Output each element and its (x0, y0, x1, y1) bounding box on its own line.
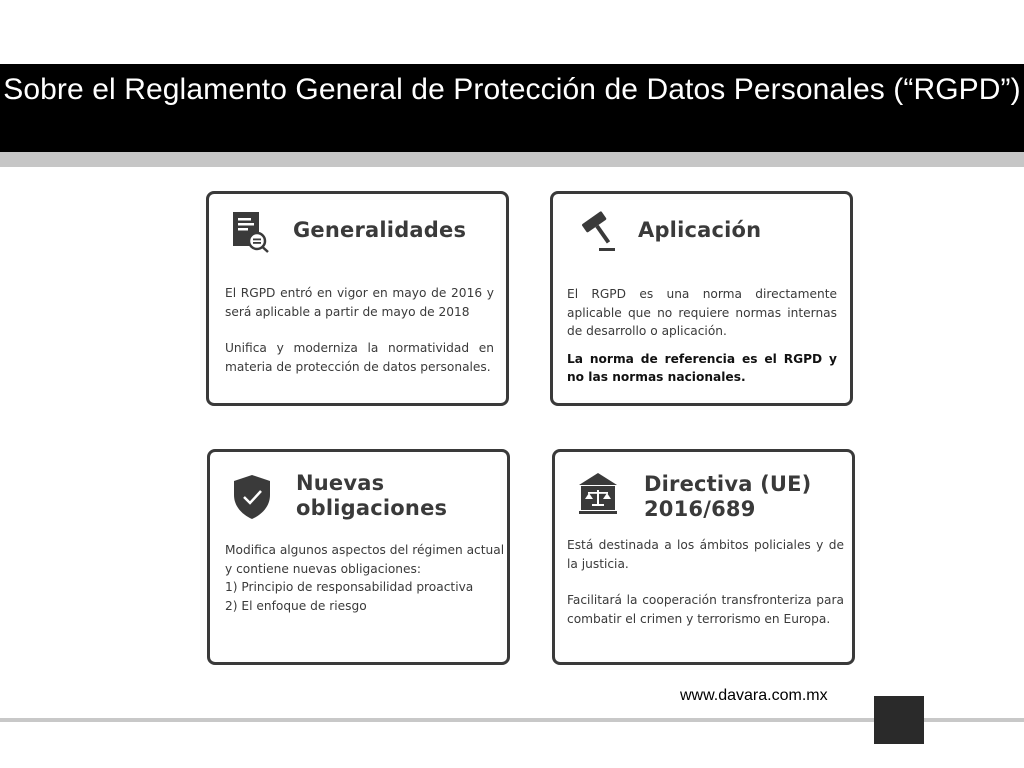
card-paragraph: El RGPD es una norma directamente aplicable que no requiere normas internas de desarrollo o aplicación. (567, 287, 837, 338)
page-title: Sobre el Reglamento General de Protección de Datos Personales (“RGPD”) (3, 73, 1021, 106)
card-heading: Directiva (UE) 2016/689 (644, 472, 812, 521)
card-paragraph: Modifica algunos aspectos del régimen actual y contiene nuevas obligaciones: (225, 543, 505, 576)
card-list-item: 2) El enfoque de riesgo (225, 598, 367, 613)
card-heading: Generalidades (293, 218, 467, 242)
title-band (0, 64, 1024, 152)
document-search-icon (231, 210, 271, 258)
card-nuevas-obligaciones (207, 449, 510, 665)
card-paragraph: Está destinada a los ámbitos policiales y de la justicia. (567, 538, 844, 571)
card-body (567, 536, 844, 628)
card-directiva (552, 449, 855, 665)
card-paragraph: Facilitará la cooperación transfronteriza para combatir el crimen y terrorismo en Europa. (567, 593, 844, 626)
card-generalidades (206, 191, 509, 406)
gavel-icon (575, 208, 619, 258)
courthouse-scales-icon (577, 471, 619, 519)
card-list-item: 1) Principio de responsabilidad proactiva (225, 580, 474, 594)
card-body (567, 285, 837, 387)
card-body (225, 541, 505, 615)
card-body (225, 284, 494, 376)
footer-divider (0, 718, 1024, 722)
shield-check-icon (231, 473, 273, 525)
card-paragraph-emphasis: La norma de referencia es el RGPD y no las normas nacionales. (567, 351, 837, 384)
card-aplicacion (550, 191, 853, 406)
footer-url: www.davara.com.mx (680, 687, 828, 704)
accent-band (0, 152, 1024, 167)
card-heading: Nuevas obligaciones (296, 471, 448, 520)
footer-square (874, 696, 924, 744)
card-heading: Aplicación (638, 218, 762, 242)
card-paragraph: El RGPD entró en vigor en mayo de 2016 y será aplicable a partir de mayo de 2018 (225, 286, 494, 319)
card-paragraph: Unifica y moderniza la normatividad en materia de protección de datos personales. (225, 341, 494, 374)
